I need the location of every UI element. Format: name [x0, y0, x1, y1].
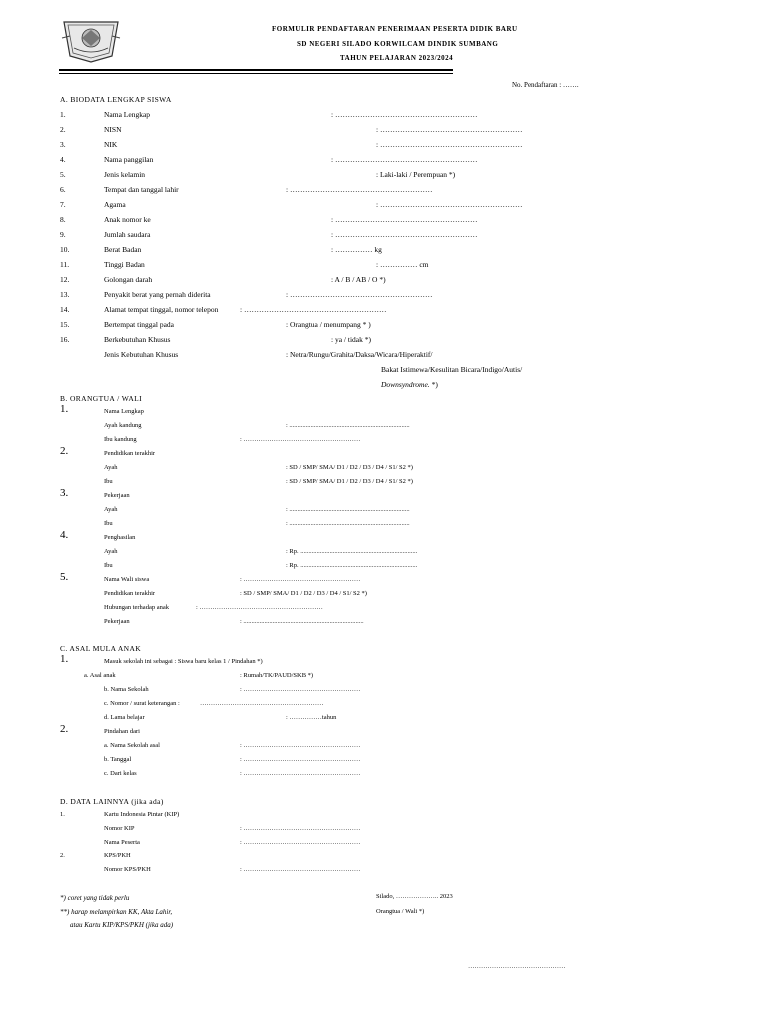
- a-item-4-value: : …………………………………………………: [331, 155, 478, 164]
- b-pendidikan-terakhir: Pendidikan terakhir: [104, 450, 156, 457]
- b-pekerjaan: Pekerjaan: [104, 492, 130, 499]
- c-pindahan-dari: Pindahan dari: [104, 728, 140, 735]
- a-item-15-label: Bertempat tinggal pada: [104, 320, 174, 329]
- registration-number: No. Pendaftaran : …….: [512, 81, 579, 89]
- b-ibu-kandung-value: : ………………………………………………: [240, 436, 361, 443]
- c-asal-anak-value: : Rumah/TK/PAUD/SKB *): [240, 672, 314, 679]
- a-kebutuhan-label: Jenis Kebutuhan Khusus: [104, 350, 179, 359]
- d-nama-peserta-value: : ………………………………………………: [240, 839, 361, 846]
- b-num-4: 4.: [60, 529, 69, 541]
- b-pekerjaan-ibu: Ibu: [104, 520, 113, 527]
- b-pendidikan-wali: Pendidikan terakhir: [104, 590, 156, 597]
- c-nama-sekolah-asal-value: : ………………………………………………: [240, 742, 361, 749]
- a-item-11-value: : …………… cm: [376, 260, 429, 269]
- a-item-7-label: Agama: [104, 200, 126, 209]
- b-pekerjaan-ayah-value: : ..........................................................................: [286, 506, 410, 513]
- c-masuk: Masuk sekolah ini sebagai : Siswa baru kelas 1 / Pindahan *): [104, 658, 263, 665]
- a-item-16-label: Berkebutuhan Khusus: [104, 335, 171, 344]
- a-kebutuhan-value-3: [381, 381, 438, 389]
- b-num-2: 2.: [60, 445, 69, 457]
- a-item-11-no: 11.: [60, 260, 70, 269]
- a-item-7-value: : …………………………………………………: [376, 200, 523, 209]
- section-a-title: A. BIODATA LENGKAP SISWA: [60, 95, 172, 104]
- a-item-13-no: 13.: [60, 290, 70, 299]
- a-item-15-value: : Orangtua / menumpang * ): [286, 320, 371, 329]
- form-title: FORMULIR PENDAFTARAN PENERIMAAN PESERTA DIDIK BARU: [272, 25, 518, 33]
- c-num-2: 2.: [60, 723, 69, 735]
- c-nama-sekolah: b. Nama Sekolah: [104, 686, 149, 693]
- c-dari-kelas: c. Dari kelas: [104, 770, 137, 777]
- a-item-14-no: 14.: [60, 305, 70, 314]
- a-item-2-value: : …………………………………………………: [376, 125, 523, 134]
- b-hubungan: Hubungan terhadap anak: [104, 604, 169, 611]
- b-penghasilan: Penghasilan: [104, 534, 136, 541]
- a-item-8-label: Anak nomor ke: [104, 215, 151, 224]
- a-item-9-value: : …………………………………………………: [331, 230, 478, 239]
- c-tanggal: b. Tanggal: [104, 756, 132, 763]
- b-pendidikan-ayah-value: : SD / SMP/ SMA/ D1 / D2 / D3 / D4 / S1/ S2 *): [286, 464, 413, 471]
- a-item-10-label: Berat Badan: [104, 245, 142, 254]
- b-pendidikan-ibu-value: : SD / SMP/ SMA/ D1 / D2 / D3 / D4 / S1/ S2 *): [286, 478, 413, 485]
- a-kebutuhan-downsyndrome: Downsyndrome.: [381, 380, 430, 389]
- a-item-15-no: 15.: [60, 320, 70, 329]
- b-ibu-kandung: Ibu kandung: [104, 436, 137, 443]
- school-year: TAHUN PELAJARAN 2023/2024: [340, 54, 454, 62]
- b-nama-wali: Nama Wali siswa: [104, 576, 150, 583]
- section-d-title: D. DATA LAINNYA (jika ada): [60, 797, 164, 806]
- c-num-1: 1.: [60, 653, 69, 665]
- b-num-5: 5.: [60, 571, 69, 583]
- b-penghasilan-ayah-value: : Rp. ........................................................................: [286, 548, 418, 555]
- b-hubungan-value: : …………………………………………………: [196, 604, 323, 611]
- section-b-title: B. ORANGTUA / WALI: [60, 394, 143, 403]
- c-tanggal-value: : ………………………………………………: [240, 756, 361, 763]
- b-num-3: 3.: [60, 487, 69, 499]
- school-logo: [60, 18, 122, 64]
- a-item-1-label: Nama Lengkap: [104, 110, 151, 119]
- a-item-14-label: Alamat tempat tinggal, nomor telepon: [104, 305, 219, 314]
- c-nama-sekolah-value: : ………………………………………………: [240, 686, 361, 693]
- c-lama-belajar: d. Lama belajar: [104, 714, 145, 721]
- b-nama-wali-value: : ………………………………………………: [240, 576, 361, 583]
- school-name: SD NEGERI SILADO KORWILCAM DINDIK SUMBANG: [297, 40, 499, 48]
- d-kps: KPS/PKH: [104, 852, 131, 859]
- c-asal-anak: a. Asal anak: [84, 672, 116, 679]
- d-kip: Kartu Indonesia Pintar (KIP): [104, 811, 180, 818]
- b-pendidikan-ibu: Ibu: [104, 478, 113, 485]
- c-nomor-surat-value: …………………………………………………: [200, 700, 324, 707]
- b-ayah-kandung: Ayah kandung: [104, 422, 142, 429]
- signature-line: ………………………………………: [468, 963, 566, 970]
- b-pekerjaan-ibu-value: : ..........................................................................: [286, 520, 410, 527]
- a-item-12-no: 12.: [60, 275, 70, 284]
- a-item-10-value: : …………… kg: [331, 245, 382, 254]
- c-lama-belajar-value: : ……………tahun: [286, 714, 337, 721]
- c-nama-sekolah-asal: a. Nama Sekolah asal: [104, 742, 160, 749]
- a-item-5-no: 5.: [60, 170, 66, 179]
- a-kebutuhan-value-2: Bakat Istimewa/Kesulitan Bicara/Indigo/Autis/: [381, 365, 523, 374]
- a-item-3-no: 3.: [60, 140, 66, 149]
- a-item-6-value: : …………………………………………………: [286, 185, 433, 194]
- footnote-1: *) coret yang tidak perlu: [60, 894, 130, 902]
- d-num-2: 2.: [60, 852, 65, 859]
- a-item-13-value: : …………………………………………………: [286, 290, 433, 299]
- a-item-7-no: 7.: [60, 200, 66, 209]
- a-item-2-no: 2.: [60, 125, 66, 134]
- c-dari-kelas-value: : ………………………………………………: [240, 770, 361, 777]
- b-penghasilan-ayah: Ayah: [104, 548, 118, 555]
- a-item-16-value: : ya / tidak *): [331, 335, 371, 344]
- b-num-1: 1.: [60, 403, 69, 415]
- a-item-4-label: Nama panggilan: [104, 155, 154, 164]
- a-item-3-label: NIK: [104, 140, 118, 149]
- a-item-2-label: NISN: [104, 125, 122, 134]
- a-item-6-label: Tempat dan tanggal lahir: [104, 185, 179, 194]
- d-nama-peserta: Nama Peserta: [104, 839, 140, 846]
- b-pekerjaan-ayah: Ayah: [104, 506, 118, 513]
- footnote-2: **) harap melampirkan KK, Akta Lahir,: [60, 908, 173, 916]
- d-nomor-kps-value: : ………………………………………………: [240, 866, 361, 873]
- b-pekerjaan-wali: Pekerjaan: [104, 618, 130, 625]
- a-item-5-value: : Laki-laki / Perempuan *): [376, 170, 456, 179]
- a-item-4-no: 4.: [60, 155, 66, 164]
- signer-label: Orangtua / Wali *): [376, 908, 425, 915]
- a-item-1-value: : …………………………………………………: [331, 110, 478, 119]
- a-item-8-no: 8.: [60, 215, 66, 224]
- a-item-9-no: 9.: [60, 230, 66, 239]
- a-item-12-label: Golongan darah: [104, 275, 153, 284]
- a-item-8-value: : …………………………………………………: [331, 215, 478, 224]
- place-date: Silado, ……………….. 2023: [376, 893, 453, 900]
- b-nama-lengkap: Nama Lengkap: [104, 408, 144, 415]
- d-num-1: 1.: [60, 811, 65, 818]
- c-nomor-surat: c. Nomor / surat keterangan :: [104, 700, 180, 707]
- footnote-3: atau Kartu KIP/KPS/PKH (jika ada): [70, 921, 174, 929]
- a-item-1-no: 1.: [60, 110, 66, 119]
- a-item-14-value: : …………………………………………………: [240, 305, 387, 314]
- header-rule-thin: [59, 73, 453, 74]
- b-penghasilan-ibu-value: : Rp. ........................................................................: [286, 562, 418, 569]
- b-penghasilan-ibu: Ibu: [104, 562, 113, 569]
- a-item-16-no: 16.: [60, 335, 70, 344]
- d-nomor-kip: Nomor KIP: [104, 825, 135, 832]
- a-item-6-no: 6.: [60, 185, 66, 194]
- a-item-12-value: : A / B / AB / O *): [331, 275, 386, 284]
- b-pendidikan-wali-value: : SD / SMP/ SMA/ D1 / D2 / D3 / D4 / S1/ S2 *): [240, 590, 367, 597]
- a-item-11-label: Tinggi Badan: [104, 260, 145, 269]
- header-rule-thick: [59, 69, 453, 71]
- b-pekerjaan-wali-value: : ..........................................................................: [240, 618, 364, 625]
- d-nomor-kip-value: : ………………………………………………: [240, 825, 361, 832]
- a-item-9-label: Jumlah saudara: [104, 230, 151, 239]
- b-ayah-kandung-value: : ..........................................................................: [286, 422, 410, 429]
- a-item-3-value: : …………………………………………………: [376, 140, 523, 149]
- a-kebutuhan-mark: *): [429, 380, 438, 389]
- a-item-5-label: Jenis kelamin: [104, 170, 146, 179]
- b-pendidikan-ayah: Ayah: [104, 464, 118, 471]
- a-kebutuhan-value-1: : Netra/Rungu/Grahita/Daksa/Wicara/Hiperaktif/: [286, 350, 433, 359]
- d-nomor-kps: Nomor KPS/PKH: [104, 866, 151, 873]
- a-item-10-no: 10.: [60, 245, 70, 254]
- a-item-13-label: Penyakit berat yang pernah diderita: [104, 290, 211, 299]
- section-c-title: C. ASAL MULA ANAK: [60, 644, 142, 653]
